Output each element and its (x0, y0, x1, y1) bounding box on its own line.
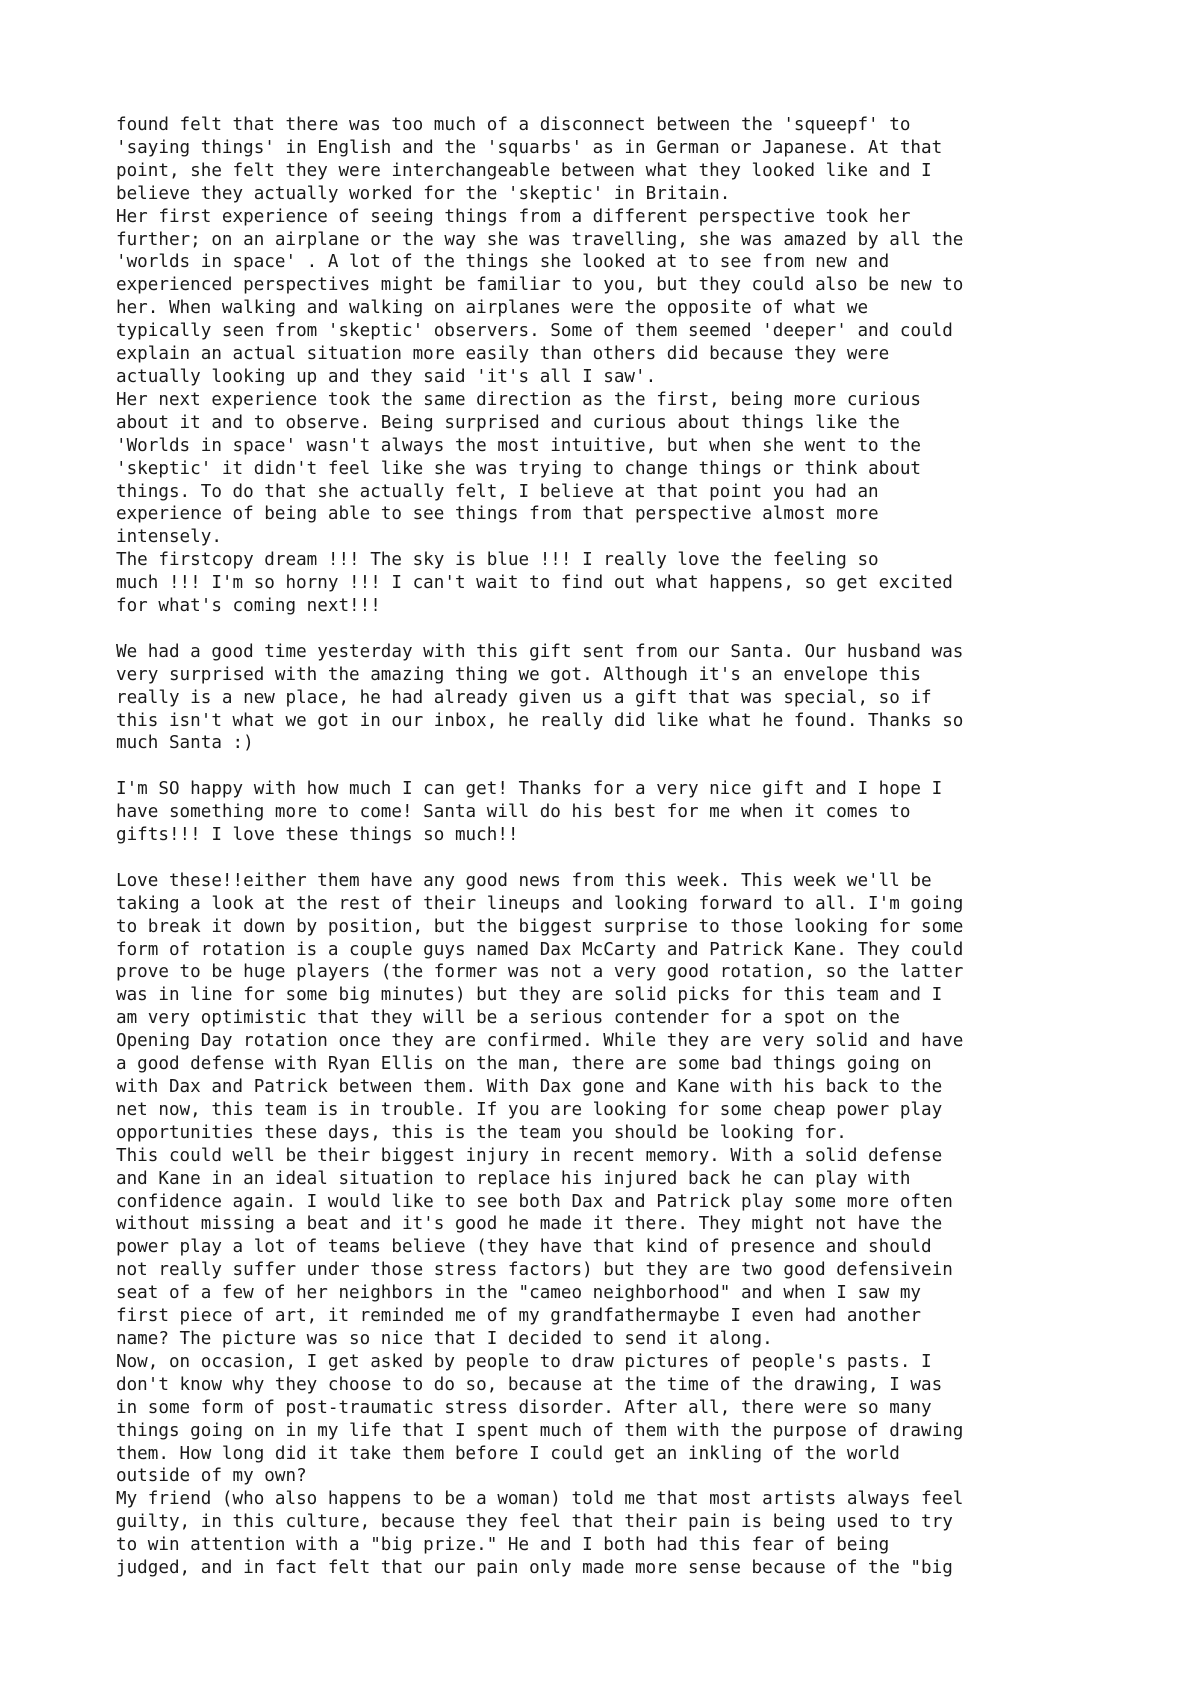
text-line: point, she felt they were interchangeable between what they looked like and I (116, 160, 932, 181)
text-line: form of rotation is a couple guys named Dax McCarty and Patrick Kane. They could (116, 939, 964, 960)
text-line: I'm SO happy with how much I can get! Thanks for a very nice gift and I hope I (116, 779, 943, 800)
text-line: first piece of art, it reminded me of my grandfathermaybe I even had another (116, 1306, 922, 1327)
blank-line (116, 618, 1116, 641)
text-line: prove to be huge players (the former was not a very good rotation, so the latter (116, 962, 964, 983)
text-line: things. To do that she actually felt, I believe at that point you had an (116, 481, 879, 502)
text-line: explain an actual situation more easily than others did because they were (116, 344, 890, 365)
text-line: further; on an airplane or the way she was travelling, she was amazed by all the (116, 229, 964, 250)
text-line: much Santa :) (116, 733, 254, 754)
text-line: confidence again. I would like to see both Dax and Patrick play some more often (116, 1191, 953, 1212)
text-line: taking a look at the rest of their lineups and looking forward to all. I'm going (116, 893, 964, 914)
text-line: found felt that there was too much of a disconnect between the 'squeepf' to (116, 115, 911, 135)
text-line: for what's coming next!!! (116, 596, 381, 617)
text-line: 'worlds in space' . A lot of the things she looked at to see from new and (116, 252, 890, 273)
text-line: 'Worlds in space' wasn't always the most intuitive, but when she went to the (116, 435, 922, 456)
document-body (116, 114, 1116, 1580)
text-line: 'skeptic' it didn't feel like she was trying to change things or think about (116, 458, 922, 479)
text-line: typically seen from 'skeptic' observers. Some of them seemed 'deeper' and could (116, 321, 953, 342)
blank-line (116, 755, 1116, 778)
text-line: power play a lot of teams believe (they have that kind of presence and should (116, 1237, 932, 1258)
text-line: opportunities these days, this is the team you should be looking for. (116, 1122, 847, 1143)
text-line: We had a good time yesterday with this gift sent from our Santa. Our husband was (116, 641, 964, 662)
text-line: them. How long did it take them before I could get an inkling of the world (116, 1443, 900, 1464)
text-line: experienced perspectives might be familiar to you, but they could also be new to (116, 275, 964, 296)
text-line: things going on in my life that I spent much of them with the purpose of drawing (116, 1420, 964, 1441)
text-line: not really suffer under those stress factors) but they are two good defensivein (116, 1260, 953, 1281)
text-line: have something more to come! Santa will do his best for me when it comes to (116, 802, 911, 823)
text-line: judged, and in fact felt that our pain only made more sense because of the "big (116, 1558, 953, 1579)
text-line: her. When walking and walking on airplanes were the opposite of what we (116, 298, 869, 319)
text-line: to win attention with a "big prize." He and I both had this fear of being (116, 1535, 890, 1556)
text-line: Her first experience of seeing things from a different perspective took her (116, 206, 911, 227)
text-line: about it and to observe. Being surprised and curious about things like the (116, 412, 900, 433)
text-line: really is a new place, he had already given us a gift that was special, so if (116, 687, 932, 708)
text-line: 'saying things' in English and the 'squarbs' as in German or Japanese. At that (116, 137, 943, 158)
text-line: with Dax and Patrick between them. With Dax gone and Kane with his back to the (116, 1077, 943, 1098)
text-line: Love these!!either them have any good news from this week. This week we'll be (116, 870, 932, 891)
text-line: This could well be their biggest injury in recent memory. With a solid defense (116, 1145, 943, 1166)
text-line: Now, on occasion, I get asked by people to draw pictures of people's pasts. I (116, 1351, 932, 1372)
text-line: very surprised with the amazing thing we got. Although it's an envelope this (116, 664, 922, 685)
text-line: a good defense with Ryan Ellis on the man, there are some bad things going on (116, 1054, 932, 1075)
text-line: don't know why they choose to do so, because at the time of the drawing, I was (116, 1374, 943, 1395)
text-line: was in line for some big minutes) but they are solid picks for this team and I (116, 985, 943, 1006)
blank-line (116, 847, 1116, 870)
text-line: The firstcopy dream !!! The sky is blue !!! I really love the feeling so (116, 550, 879, 571)
text-line: Opening Day rotation once they are confirmed. While they are very solid and have (116, 1031, 964, 1052)
text-line: gifts!!! I love these things so much!! (116, 825, 519, 846)
text-line: this isn't what we got in our inbox, he really did like what he found. Thanks so (116, 710, 964, 731)
text-line: outside of my own? (116, 1466, 307, 1487)
text-line: Her next experience took the same direction as the first, being more curious (116, 389, 922, 410)
text-line: am very optimistic that they will be a serious contender for a spot on the (116, 1008, 900, 1029)
text-line: My friend (who also happens to be a woman) told me that most artists always feel (116, 1489, 964, 1510)
text-line: much !!! I'm so horny !!! I can't wait to find out what happens, so get excited (116, 573, 953, 594)
text-line: intensely. (116, 527, 222, 548)
text-line: seat of a few of her neighbors in the "cameo neighborhood" and when I saw my (116, 1283, 922, 1304)
text-line: name? The picture was so nice that I decided to send it along. (116, 1328, 773, 1349)
text-line: guilty, in this culture, because they feel that their pain is being used to try (116, 1512, 953, 1533)
text-line: in some form of post-traumatic stress disorder. After all, there were so many (116, 1397, 932, 1418)
text-line: actually looking up and they said 'it's all I saw'. (116, 366, 657, 387)
text-line: to break it down by position, but the biggest surprise to those looking for some (116, 916, 964, 937)
text-line: net now, this team is in trouble. If you are looking for some cheap power play (116, 1099, 943, 1120)
text-line: without missing a beat and it's good he made it there. They might not have the (116, 1214, 943, 1235)
text-line: and Kane in an ideal situation to replace his injured back he can play with (116, 1168, 911, 1189)
text-line: experience of being able to see things from that perspective almost more (116, 504, 879, 525)
text-line: believe they actually worked for the 'skeptic' in Britain. (116, 183, 731, 204)
